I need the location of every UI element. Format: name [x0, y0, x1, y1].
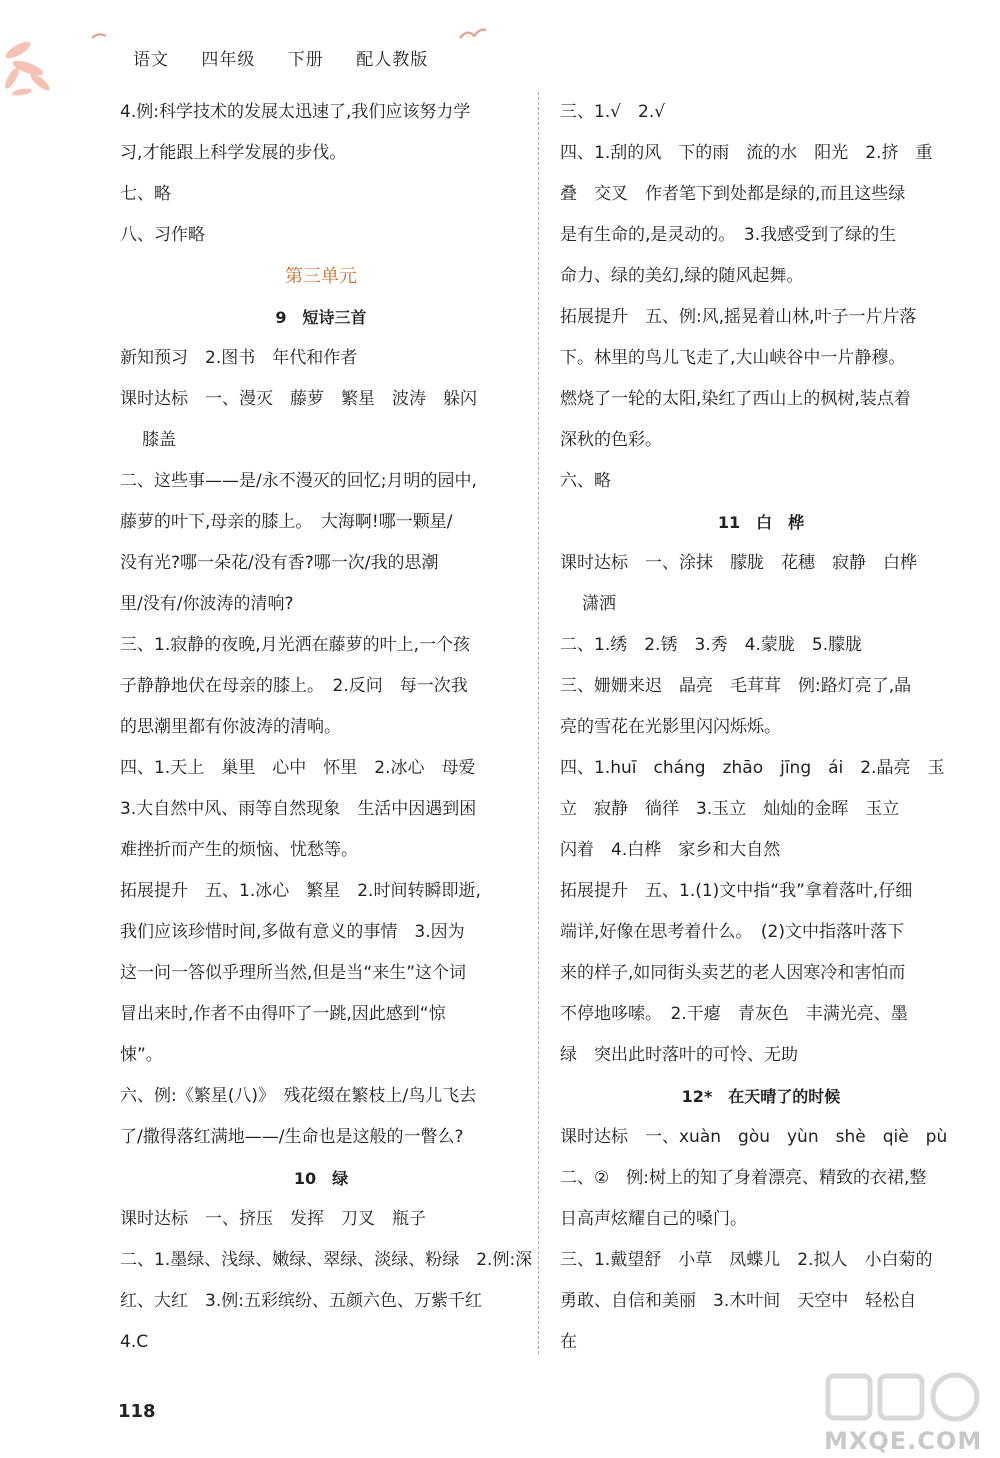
answer-line: 藤萝的叶下,母亲的膝上。 大海啊!哪一颗星/ — [120, 512, 453, 532]
bird-icon — [458, 26, 488, 42]
page-header — [133, 45, 454, 70]
answer-line: 下。林里的鸟儿飞走了,大山峡谷中一片静穆。 — [560, 348, 906, 368]
answer-line: 这一问一答似乎理所当然,但是当“来生”这个词 — [120, 963, 467, 983]
answer-line: 八、习作略 — [120, 225, 205, 245]
answer-line: 课时达标 一、xuàn gòu yùn shè qiè pù — [560, 1127, 948, 1147]
answer-line: 燃烧了一轮的太阳,染红了西山上的枫树,装点着 — [560, 389, 911, 409]
answer-line: 红、大红 3.例:五彩缤纷、五颜六色、万紫千红 — [120, 1291, 482, 1311]
answer-line: 叠 交叉 作者笔下到处都是绿的,而且这些绿 — [560, 184, 906, 204]
watermark-text: MXQE.COM — [824, 1427, 983, 1455]
answer-line: 子静静地伏在母亲的膝上。 2.反问 每一次我 — [120, 676, 468, 696]
header-edition: 配人教版 — [356, 50, 429, 70]
answer-line: 了/撒得落红满地——/生命也是这般的一瞥么? — [120, 1127, 464, 1147]
answer-line: 4.C — [120, 1332, 149, 1352]
lesson-heading: 11 白 桦 — [717, 513, 805, 532]
lesson-heading: 12* 在天晴了的时候 — [681, 1087, 841, 1106]
answer-line: 六、略 — [560, 471, 611, 491]
header-grade: 四年级 — [201, 50, 256, 70]
answer-line: 三、1.戴望舒 小草 凤蝶儿 2.拟人 小白菊的 — [560, 1250, 933, 1270]
answer-line: 拓展提升 五、1.(1)文中指“我”拿着落叶,仔细 — [560, 881, 913, 901]
left-column — [120, 92, 533, 1363]
answer-line: 冒出来时,作者不由得吓了一跳,因此感到“惊 — [120, 1004, 446, 1024]
answer-line: 我们应该珍惜时间,多做有意义的事情 3.因为 — [120, 922, 465, 942]
column-divider — [538, 92, 539, 1354]
answer-line: 是有生命的,是灵动的。 3.我感受到了绿的生 — [560, 225, 897, 245]
header-subject: 语文 — [133, 50, 169, 70]
lesson-heading: 9 短诗三首 — [275, 308, 367, 327]
answer-line: 命力、绿的美幻,绿的随风起舞。 — [560, 266, 804, 286]
lesson-heading: 10 绿 — [293, 1169, 349, 1188]
answer-line: 不停地哆嗦。 2.干瘪 青灰色 丰满光亮、墨 — [560, 1004, 908, 1024]
answer-line: 四、1.huī cháng zhāo jīng ái 2.晶亮 玉 — [560, 758, 945, 778]
answer-line: 三、姗姗来迟 晶亮 毛茸茸 例:路灯亮了,晶 — [560, 676, 912, 696]
answer-line: 习,才能跟上科学发展的步伐。 — [120, 143, 347, 163]
answer-line: 膝盖 — [142, 430, 176, 450]
decorative-flower-icon — [0, 20, 120, 110]
answer-line: 亮的雪花在光影里闪闪烁烁。 — [560, 717, 781, 737]
answer-line: 课时达标 一、漫灭 藤萝 繁星 波涛 躲闪 — [120, 389, 477, 409]
answer-line: 二、这些事——是/永不漫灭的回忆;月明的园中, — [120, 471, 477, 491]
answer-line: 二、1.绣 2.锈 3.秀 4.蒙胧 5.朦胧 — [560, 635, 863, 655]
answer-line: 没有光?哪一朵花/没有香?哪一次/我的思潮 — [120, 553, 439, 573]
answer-line: 课时达标 一、涂抹 朦胧 花穗 寂静 白桦 — [560, 553, 917, 573]
unit-heading: 第三单元 — [285, 266, 357, 287]
answer-line: 三、1.√ 2.√ — [560, 102, 666, 122]
answer-line: 二、1.墨绿、浅绿、嫩绿、翠绿、淡绿、粉绿 2.例:深 — [120, 1250, 533, 1270]
answer-line: 绿 突出此时落叶的可怜、无助 — [560, 1045, 798, 1065]
answer-line: 里/没有/你波涛的清响? — [120, 594, 294, 614]
answer-line: 来的样子,如同街头卖艺的老人因寒冷和害怕而 — [560, 963, 906, 983]
answer-line: 在 — [560, 1332, 577, 1352]
answer-line: 的思潮里都有你波涛的清响。 — [120, 717, 341, 737]
answer-line: 潇洒 — [582, 594, 616, 614]
answer-line: 四、1.刮的风 下的雨 流的水 阳光 2.挤 重 — [560, 143, 933, 163]
answer-line: 立 寂静 徜徉 3.玉立 灿灿的金晖 玉立 — [560, 799, 900, 819]
header-volume: 下册 — [287, 50, 324, 70]
answer-line: 难挫折而产生的烦恼、忧愁等。 — [120, 840, 358, 860]
right-column — [560, 92, 962, 1363]
answer-line: 拓展提升 五、例:风,摇晃着山林,叶子一片片落 — [560, 307, 917, 327]
answer-line: 勇敢、自信和美丽 3.木叶间 天空中 轻松自 — [560, 1291, 917, 1311]
answer-line: 闪着 4.白桦 家乡和大自然 — [560, 840, 781, 860]
answer-line: 4.例:科学技术的发展太迅速了,我们应该努力学 — [120, 102, 471, 122]
answer-line: 3.大自然中风、雨等自然现象 生活中因遇到困 — [120, 799, 477, 819]
answer-line: 四、1.天上 巢里 心中 怀里 2.冰心 母爱 — [120, 758, 476, 778]
answer-line: 拓展提升 五、1.冰心 繁星 2.时间转瞬即逝, — [120, 881, 481, 901]
answer-line: 悚”。 — [120, 1045, 163, 1065]
answer-line: 深秋的色彩。 — [560, 430, 662, 450]
answer-line: 新知预习 2.图书 年代和作者 — [120, 348, 358, 368]
answer-line: 三、1.寂静的夜晚,月光洒在藤萝的叶上,一个孩 — [120, 635, 471, 655]
answer-line: 课时达标 一、挤压 发挥 刀叉 瓶子 — [120, 1209, 426, 1229]
answer-line: 端详,好像在思考着什么。 (2)文中指落叶落下 — [560, 922, 904, 942]
answer-line: 二、② 例:树上的知了身着漂亮、精致的衣裙,整 — [560, 1168, 927, 1188]
answer-line: 日高声炫耀自己的嗓门。 — [560, 1209, 747, 1229]
answer-line: 六、例:《繁星(八)》 残花缀在繁枝上/鸟儿飞去 — [120, 1086, 477, 1106]
page-number: 118 — [118, 1401, 156, 1422]
answer-line: 七、略 — [120, 184, 171, 204]
